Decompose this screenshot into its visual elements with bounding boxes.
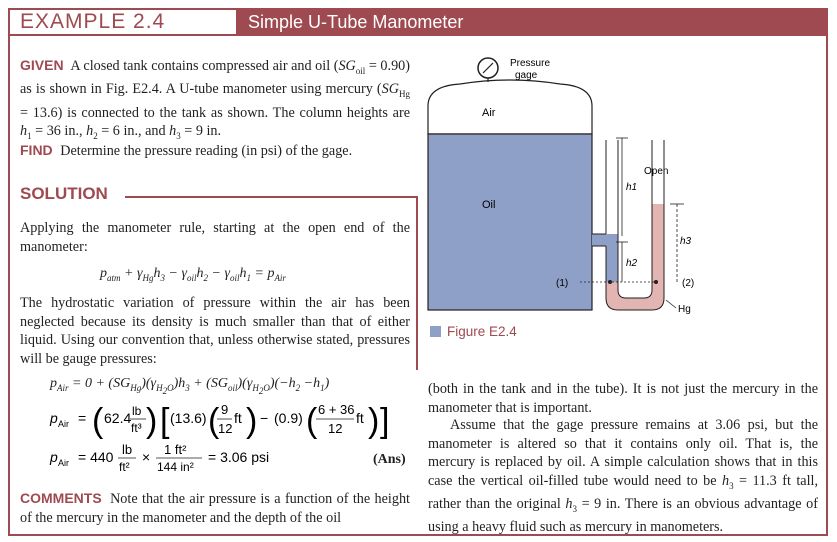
svg-text:(13.6): (13.6) <box>170 410 207 426</box>
tank-air-region <box>428 80 592 134</box>
svg-text:62.4: 62.4 <box>104 410 132 426</box>
label-gage: gage <box>515 70 538 81</box>
comments-paragraph <box>20 489 410 527</box>
figure-caption-text: Figure E2.4 <box>447 324 517 339</box>
svg-text:144 in²: 144 in² <box>157 460 194 474</box>
given-paragraph: GIVEN A closed tank contains compressed air and oil $(SG_{oil} = 0.90)$ as is shown in Fig. E2.4. A U-tube manometer using mercury $(SG_{Hg} = 13.6)$ is connected to the tank as shown. The column heights are $h_1 = 36$ in., $h_2 = 6$ in., and $h_3 = 9$ in. <box>20 57 410 141</box>
figure-e2-4 <box>420 46 750 326</box>
pressure-equation-3 <box>46 438 296 476</box>
pressure-result: = 3.06 psi <box>208 449 270 465</box>
svg-text:lb: lb <box>132 404 142 418</box>
hydrostatic-paragraph: The hydrostatic variation of pressure within the air has been neglected because its density is much smaller than that of either liquid. Using our convention that, unless otherwise stated, pressures will be gauge pressures: <box>20 295 410 367</box>
solution-heading: SOLUTION <box>20 184 108 203</box>
svg-text:(: ( <box>92 402 104 440</box>
comments-label: COMMENTS <box>20 490 102 506</box>
example-number: EXAMPLE 2.4 <box>8 8 236 36</box>
label-air: Air <box>482 107 496 119</box>
svg-text:12: 12 <box>328 421 343 436</box>
svg-text:ft: ft <box>356 410 364 426</box>
label-h2: h2 <box>626 258 638 269</box>
svg-text:): ) <box>146 402 158 440</box>
find-text: Determine the pressure reading (in psi) of the gage. <box>60 143 353 159</box>
pressure-equation-1: $p_{Air} = 0 + (SG_{Hg})(\gamma_{H_2O})h_3 + (SG_{oil})(\gamma_{H_2O})(-h_2 -h_1)$ <box>50 376 330 396</box>
svg-text:12: 12 <box>218 421 233 436</box>
comments-text: Note that the air pressure is a function of the height of the mercury in the manometer and the depth of the oil <box>20 491 411 526</box>
svg-text:p: p <box>50 449 58 465</box>
svg-text:): ) <box>368 402 380 440</box>
label-hg: Hg <box>678 304 691 315</box>
svg-text:6 + 36: 6 + 36 <box>318 402 355 417</box>
pressure-equation-2 <box>46 396 416 442</box>
svg-text:1 ft²: 1 ft² <box>164 442 187 457</box>
svg-text:(: ( <box>306 402 318 440</box>
label-h3: h3 <box>680 236 692 247</box>
svg-text:ft³: ft³ <box>131 421 142 435</box>
find-label: FIND <box>20 142 53 158</box>
svg-text:Air: Air <box>58 458 69 468</box>
label-point-2: (2) <box>682 278 695 289</box>
figure-caption-marker <box>430 326 441 337</box>
svg-text:9: 9 <box>221 402 229 417</box>
label-point-1: (1) <box>556 278 569 289</box>
figure-caption <box>430 324 517 339</box>
svg-text:[: [ <box>160 402 170 440</box>
example-title: Simple U-Tube Manometer <box>236 8 828 36</box>
label-oil: Oil <box>482 199 496 211</box>
svg-text:−: − <box>260 410 269 426</box>
svg-text:= 440: = 440 <box>78 449 114 465</box>
answer-label: (Ans) <box>373 452 406 467</box>
svg-text:p: p <box>50 410 58 426</box>
solution-rule-horizontal <box>125 196 417 198</box>
manometer-equation: $p_{atm} + \gamma_{Hg}h_3 - \gamma_{oil}h_2 - \gamma_{oil}h_1 = p_{Air}$ <box>100 266 286 283</box>
find-paragraph <box>20 141 410 161</box>
svg-text:): ) <box>246 402 258 440</box>
right-paragraph-1: (both in the tank and in the tube). It is not just the mercury in the manometer that is important. <box>428 381 818 416</box>
svg-text:×: × <box>142 449 151 465</box>
given-label: GIVEN <box>20 57 64 73</box>
label-h1: h1 <box>626 182 638 193</box>
svg-text:Air: Air <box>58 419 69 429</box>
svg-text:lb: lb <box>122 442 133 457</box>
label-open: Open <box>644 166 669 177</box>
right-paragraph-2: Assume that the gage pressure remains at 3.06 psi, but the manometer is altered so that it contains only oil. That is, the mercury is replaced by oil. A simple calculation shows that in this case the vertical oil-filled tube would need to be $h_3 = 11.3$ ft tall, rather than the original $h_3 = 9$ in. There is an obvious advantage of using a heavy fluid such as mercury in manometers. <box>428 417 818 536</box>
svg-text:]: ] <box>380 402 390 440</box>
solution-rule-vertical <box>416 196 418 370</box>
svg-text:ft²: ft² <box>119 460 130 474</box>
svg-text:ft: ft <box>234 410 242 426</box>
svg-text:=: = <box>78 410 87 426</box>
solution-intro: Applying the manometer rule, starting at the open end of the manometer: <box>20 220 410 255</box>
example-header <box>8 8 828 38</box>
svg-text:(0.9): (0.9) <box>274 410 303 426</box>
label-pressure: Pressure <box>510 58 551 69</box>
svg-text:(: ( <box>208 402 220 440</box>
